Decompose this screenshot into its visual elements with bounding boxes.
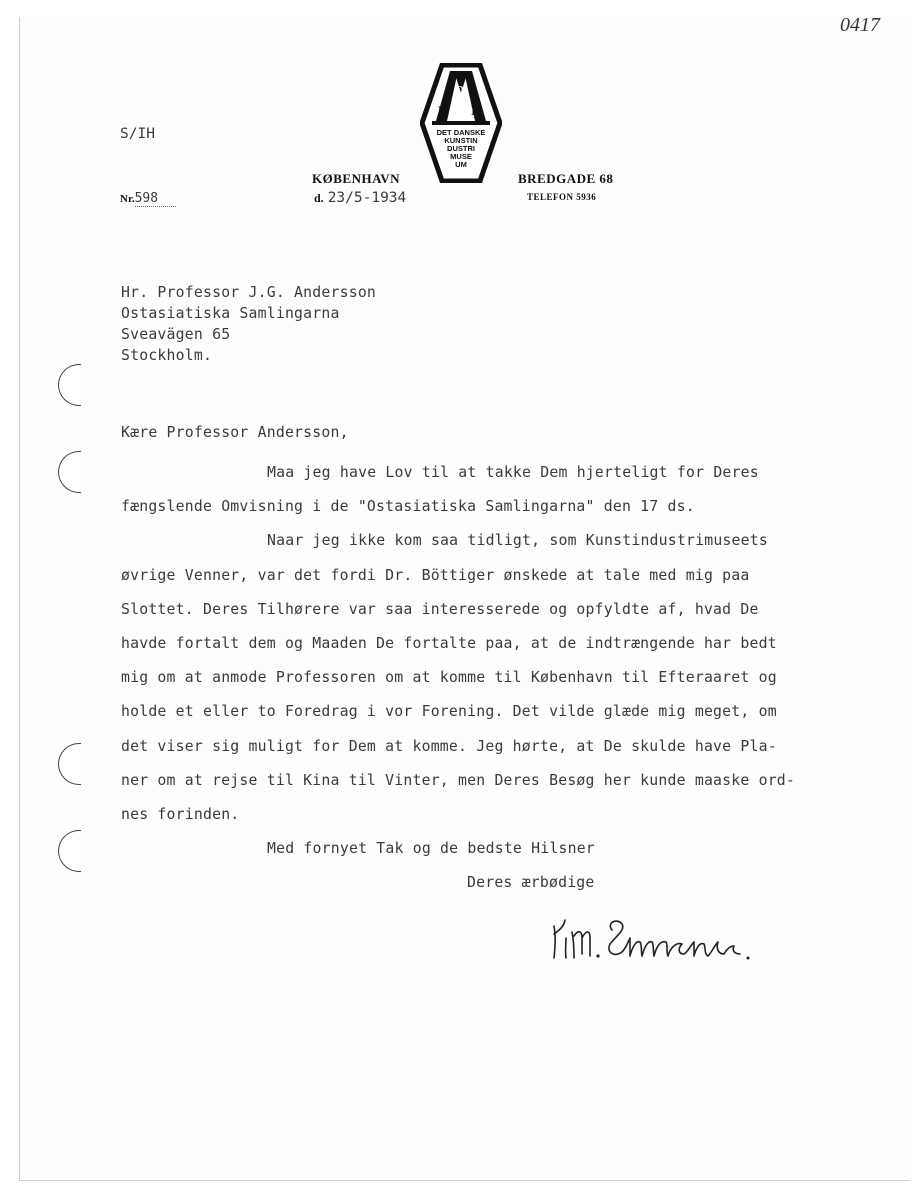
recipient-line: Sveavägen 65 [121, 326, 231, 343]
recipient-line: Ostasiatiska Samlingarna [121, 305, 340, 322]
date-label: d. [314, 191, 324, 205]
svg-text:I: I [471, 103, 477, 118]
body-line: det viser sig muligt for Dem at komme. Jeg hørte, at De skulde have Pla- [121, 737, 777, 755]
recipient-line: Stockholm. [121, 347, 213, 364]
body-line: ner om at rejse til Kina til Vinter, men Deres Besøg her kunde maaske ord- [121, 771, 796, 789]
body-line: Maa jeg have Lov til at takke Dem hjerteligt for Deres [267, 464, 759, 481]
svg-text:KUNSTIN: KUNSTIN [444, 136, 478, 145]
body-line: nes forinden. [121, 806, 240, 824]
letter-body [121, 456, 795, 832]
body-line: fængslende Omvisning i de "Ostasiatiska Samlingarna" den 17 ds. [121, 498, 695, 516]
body-line: øvrige Venner, var det fordi Dr. Böttiger ønskede at tale med mig paa [121, 566, 750, 584]
svg-text:UM: UM [455, 160, 467, 169]
letterhead-address: BREDGADE 68 [518, 171, 614, 186]
body-line: havde fortalt dem og Maaden De fortalte paa, at de indtrængende har bedt [121, 635, 777, 653]
letterhead-city: KØBENHAVN [312, 171, 401, 186]
date-line [314, 189, 406, 207]
body-line: Slottet. Deres Tilhørere var saa interesserede og opfyldte af, hvad De [121, 600, 759, 618]
number-line [120, 189, 176, 207]
svg-text:K: K [438, 103, 449, 118]
salutation: Kære Professor Andersson, [121, 424, 349, 441]
body-line: mig om at anmode Professoren om at komme til København til Efteraaret og [121, 669, 777, 687]
archive-number: 0417 [840, 14, 880, 36]
date-value: 23/5-1934 [327, 190, 407, 206]
svg-text:MUSE: MUSE [450, 152, 472, 161]
svg-text:DET DANSKE: DET DANSKE [436, 128, 486, 137]
recipient-line: Hr. Professor J.G. Andersson [121, 284, 377, 301]
body-line: Naar jeg ikke kom saa tidligt, som Kunstindustrimuseets [267, 532, 768, 550]
nr-label: Nr. [120, 193, 135, 205]
svg-text:DUSTRI: DUSTRI [447, 144, 475, 153]
valediction: Deres ærbødige [467, 874, 595, 891]
handwritten-signature [548, 912, 763, 967]
recipient-address [121, 282, 376, 366]
letterhead-phone: TELEFON 5936 [527, 192, 597, 202]
reference-code: S/IH [120, 126, 155, 142]
museum-logo-icon [420, 63, 502, 183]
body-line: holde et eller to Foredrag i vor Forening. Det vilde glæde mig meget, om [121, 703, 777, 721]
svg-text:D: D [456, 84, 464, 96]
nr-value: 598 [135, 191, 176, 207]
closing-line: Med fornyet Tak og de bedste Hilsner [267, 840, 595, 857]
